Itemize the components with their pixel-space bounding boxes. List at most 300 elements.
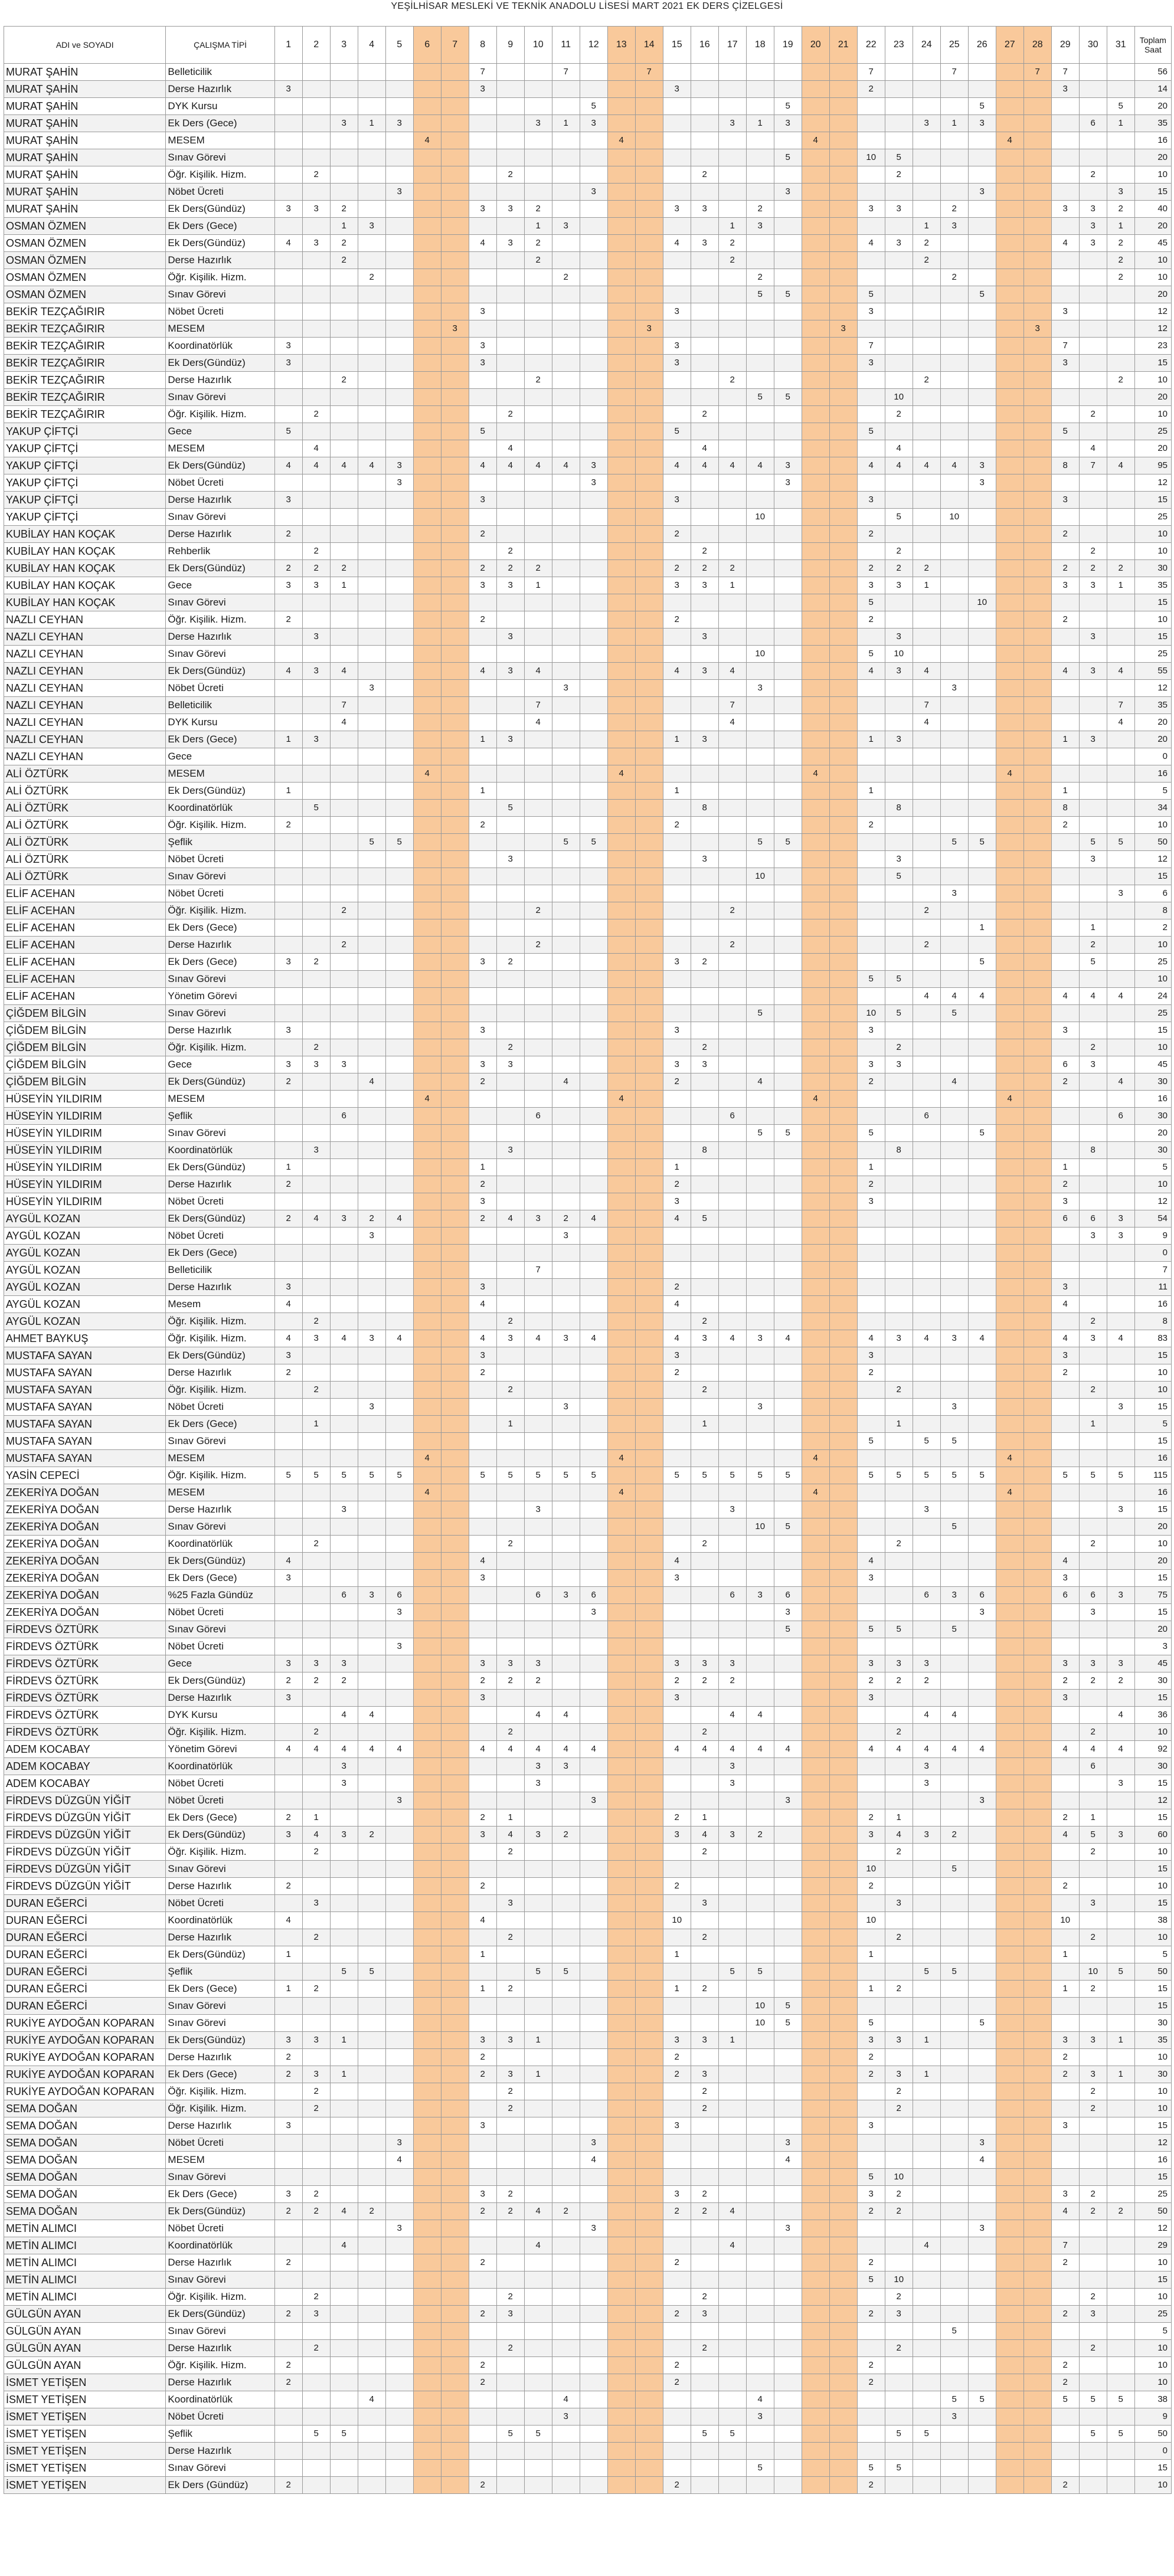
day-cell	[413, 1245, 441, 1262]
day-cell	[413, 2391, 441, 2408]
day-cell	[940, 2169, 968, 2186]
day-cell: 3	[774, 457, 802, 474]
day-cell	[441, 1587, 469, 1604]
day-cell: 10	[746, 509, 774, 526]
day-cell	[1079, 509, 1107, 526]
day-cell	[802, 1039, 829, 1056]
day-cell	[413, 1142, 441, 1159]
day-cell	[1107, 286, 1134, 303]
day-cell	[413, 338, 441, 355]
day-cell	[802, 1672, 829, 1690]
day-cell	[996, 1159, 1023, 1176]
day-cell	[552, 1775, 580, 1792]
day-cell	[330, 286, 358, 303]
day-cell	[885, 1604, 913, 1621]
work-type: Ek Ders (Gece)	[166, 954, 274, 971]
day-cell	[552, 748, 580, 765]
day-cell	[385, 1450, 413, 1467]
day-cell	[857, 1142, 885, 1159]
day-cell: 5	[580, 98, 607, 115]
day-cell	[996, 2306, 1023, 2323]
day-cell	[857, 1210, 885, 1228]
day-cell	[1023, 1758, 1051, 1775]
day-cell	[746, 2289, 774, 2306]
day-cell	[552, 1553, 580, 1570]
day-cell	[302, 937, 330, 954]
day-cell	[691, 1347, 718, 1364]
day-cell	[441, 64, 469, 81]
day-cell	[802, 1193, 829, 1210]
day-cell: 4	[718, 457, 746, 474]
day-cell	[1023, 1467, 1051, 1484]
day-cell	[829, 1193, 857, 1210]
day-cell: 2	[885, 543, 913, 560]
day-cell: 3	[940, 680, 968, 697]
work-type: Nöbet Ücreti	[166, 474, 274, 492]
day-cell	[1051, 474, 1079, 492]
day-cell	[885, 817, 913, 834]
day-cell	[358, 2271, 385, 2289]
table-row	[4, 406, 1172, 423]
day-cell	[607, 714, 635, 731]
day-cell	[358, 1792, 385, 1809]
day-cell	[718, 868, 746, 885]
day-cell	[385, 2477, 413, 2494]
day-cell	[691, 783, 718, 800]
day-cell	[996, 98, 1023, 115]
day-cell	[1079, 1005, 1107, 1022]
day-cell	[552, 389, 580, 406]
work-type: Derse Hazırlık	[166, 1501, 274, 1518]
day-cell	[635, 851, 663, 868]
day-cell	[635, 543, 663, 560]
day-cell	[580, 235, 607, 252]
table-row	[4, 971, 1172, 988]
day-cell	[607, 731, 635, 748]
day-cell	[968, 1108, 996, 1125]
day-cell	[385, 663, 413, 680]
day-cell	[413, 2203, 441, 2220]
teacher-name: MUSTAFA SAYAN	[4, 1399, 166, 1416]
total-hours: 10	[1134, 937, 1171, 954]
day-cell	[718, 1809, 746, 1827]
table-row	[4, 1108, 1172, 1125]
table-row	[4, 1296, 1172, 1313]
day-cell	[802, 1981, 829, 1998]
day-cell	[718, 2169, 746, 2186]
day-cell	[635, 1364, 663, 1382]
day-cell	[968, 2237, 996, 2254]
day-cell	[607, 286, 635, 303]
day-cell	[1107, 937, 1134, 954]
day-cell: 4	[940, 457, 968, 474]
day-cell	[302, 2254, 330, 2271]
day-cell	[330, 1245, 358, 1262]
day-cell	[774, 783, 802, 800]
day-cell	[857, 1604, 885, 1621]
day-cell	[885, 1125, 913, 1142]
day-cell	[1023, 1416, 1051, 1433]
day-cell: 5	[718, 2426, 746, 2443]
day-cell: 3	[940, 1330, 968, 1347]
day-cell	[358, 1142, 385, 1159]
total-hours: 25	[1134, 1005, 1171, 1022]
day-cell	[274, 2015, 302, 2032]
day-cell	[1107, 1416, 1134, 1433]
day-cell	[802, 1536, 829, 1553]
day-cell	[274, 2169, 302, 2186]
day-cell	[1023, 1655, 1051, 1672]
work-type: Sınav Görevi	[166, 1861, 274, 1878]
day-cell	[385, 1536, 413, 1553]
table-row	[4, 783, 1172, 800]
day-cell	[746, 252, 774, 269]
day-cell	[940, 338, 968, 355]
day-cell: 4	[552, 1707, 580, 1724]
day-cell	[1079, 389, 1107, 406]
day-cell: 3	[774, 2135, 802, 2152]
day-cell: 3	[496, 731, 524, 748]
table-row	[4, 1570, 1172, 1587]
day-cell: 2	[885, 1536, 913, 1553]
day-cell	[857, 474, 885, 492]
day-cell: 4	[802, 1450, 829, 1467]
header-day-16: 16	[691, 27, 718, 64]
day-cell: 2	[691, 954, 718, 971]
day-cell	[746, 2443, 774, 2460]
day-cell	[413, 1809, 441, 1827]
day-cell	[607, 1228, 635, 1245]
day-cell: 4	[524, 663, 552, 680]
day-cell	[580, 2357, 607, 2374]
day-cell	[857, 1484, 885, 1501]
day-cell: 8	[1051, 457, 1079, 474]
header-day-13: 13	[607, 27, 635, 64]
day-cell	[1023, 2271, 1051, 2289]
day-cell	[968, 1399, 996, 1416]
day-cell	[607, 235, 635, 252]
day-cell	[441, 1279, 469, 1296]
day-cell	[441, 1039, 469, 1056]
day-cell	[774, 1159, 802, 1176]
day-cell	[940, 1946, 968, 1963]
work-type: Sınav Görevi	[166, 1998, 274, 2015]
day-cell	[302, 355, 330, 372]
day-cell: 3	[1107, 1655, 1134, 1672]
day-cell	[718, 1844, 746, 1861]
day-cell	[996, 1827, 1023, 1844]
day-cell	[358, 2169, 385, 2186]
day-cell	[441, 646, 469, 663]
day-cell: 3	[552, 1399, 580, 1416]
day-cell: 3	[885, 1895, 913, 1912]
day-cell	[1023, 1604, 1051, 1621]
day-cell: 1	[524, 577, 552, 594]
day-cell: 2	[857, 2254, 885, 2271]
day-cell	[302, 1946, 330, 1963]
day-cell	[330, 2460, 358, 2477]
day-cell	[358, 1176, 385, 1193]
day-cell	[1107, 1484, 1134, 1501]
work-type: Ek Ders (Gece)	[166, 919, 274, 937]
total-hours: 16	[1134, 1091, 1171, 1108]
day-cell	[718, 2443, 746, 2460]
day-cell	[913, 269, 940, 286]
day-cell	[358, 2152, 385, 2169]
day-cell	[330, 509, 358, 526]
day-cell: 3	[1107, 1827, 1134, 1844]
table-row	[4, 1707, 1172, 1724]
day-cell	[274, 389, 302, 406]
day-cell	[718, 748, 746, 765]
day-cell	[746, 149, 774, 166]
day-cell	[691, 1262, 718, 1279]
day-cell: 2	[524, 1672, 552, 1690]
day-cell	[580, 286, 607, 303]
day-cell: 2	[1051, 1176, 1079, 1193]
day-cell	[635, 492, 663, 509]
work-type: Koordinatörlük	[166, 1912, 274, 1929]
day-cell: 5	[302, 2426, 330, 2443]
day-cell	[441, 714, 469, 731]
day-cell: 3	[1079, 1228, 1107, 1245]
day-cell	[913, 2443, 940, 2460]
day-cell	[774, 2289, 802, 2306]
day-cell	[1107, 2220, 1134, 2237]
day-cell	[358, 783, 385, 800]
day-cell: 3	[691, 731, 718, 748]
day-cell: 4	[968, 1330, 996, 1347]
day-cell	[635, 1330, 663, 1347]
day-cell	[524, 680, 552, 697]
day-cell: 3	[1051, 2186, 1079, 2203]
total-hours: 5	[1134, 1416, 1171, 1433]
day-cell	[441, 1672, 469, 1690]
day-cell	[1107, 1313, 1134, 1330]
day-cell: 3	[885, 1655, 913, 1672]
day-cell	[913, 2271, 940, 2289]
day-cell: 3	[829, 320, 857, 338]
day-cell: 4	[968, 1741, 996, 1758]
day-cell	[1107, 1296, 1134, 1313]
day-cell	[691, 2220, 718, 2237]
day-cell	[718, 269, 746, 286]
day-cell	[469, 115, 496, 132]
day-cell	[857, 2323, 885, 2340]
day-cell: 4	[302, 457, 330, 474]
day-cell	[1051, 184, 1079, 201]
header-day-27: 27	[996, 27, 1023, 64]
day-cell	[774, 988, 802, 1005]
day-cell	[635, 2271, 663, 2289]
day-cell	[829, 1073, 857, 1091]
day-cell: 3	[274, 492, 302, 509]
day-cell: 1	[1079, 1416, 1107, 1433]
day-cell: 3	[885, 235, 913, 252]
day-cell	[413, 1399, 441, 1416]
day-cell: 3	[718, 1758, 746, 1775]
day-cell	[746, 1228, 774, 1245]
day-cell	[802, 1364, 829, 1382]
day-cell	[330, 2186, 358, 2203]
day-cell	[774, 201, 802, 218]
day-cell	[691, 2049, 718, 2066]
teacher-name: MURAT ŞAHİN	[4, 149, 166, 166]
day-cell	[1023, 577, 1051, 594]
day-cell	[496, 1262, 524, 1279]
total-hours: 60	[1134, 1827, 1171, 1844]
teacher-name: HÜSEYİN YILDIRIM	[4, 1091, 166, 1108]
day-cell	[718, 1536, 746, 1553]
day-cell	[1023, 1296, 1051, 1313]
day-cell	[607, 748, 635, 765]
schedule-table	[4, 26, 1172, 2494]
day-cell	[1107, 2323, 1134, 2340]
day-cell	[774, 2186, 802, 2203]
day-cell: 4	[1051, 1553, 1079, 1570]
day-cell	[1107, 1553, 1134, 1570]
day-cell	[746, 372, 774, 389]
day-cell	[829, 81, 857, 98]
day-cell	[691, 372, 718, 389]
day-cell	[1051, 372, 1079, 389]
day-cell: 3	[274, 2186, 302, 2203]
day-cell: 3	[330, 1056, 358, 1073]
day-cell: 3	[469, 492, 496, 509]
work-type: Belleticilik	[166, 1262, 274, 1279]
day-cell	[274, 765, 302, 783]
day-cell: 4	[691, 440, 718, 457]
total-hours: 30	[1134, 1073, 1171, 1091]
day-cell	[1107, 166, 1134, 184]
day-cell: 3	[663, 201, 691, 218]
teacher-name: İSMET YETİŞEN	[4, 2374, 166, 2391]
day-cell	[1051, 765, 1079, 783]
day-cell	[330, 1091, 358, 1108]
day-cell	[968, 2066, 996, 2083]
day-cell	[552, 2357, 580, 2374]
day-cell	[1079, 714, 1107, 731]
day-cell: 3	[1107, 1228, 1134, 1245]
teacher-name: FİRDEVS ÖZTÜRK	[4, 1672, 166, 1690]
day-cell	[913, 1228, 940, 1245]
day-cell	[552, 440, 580, 457]
day-cell	[635, 423, 663, 440]
day-cell: 2	[1079, 1724, 1107, 1741]
day-cell	[358, 2100, 385, 2117]
day-cell: 5	[746, 2460, 774, 2477]
day-cell	[913, 868, 940, 885]
total-hours: 30	[1134, 1758, 1171, 1775]
day-cell	[358, 1193, 385, 1210]
day-cell	[940, 2117, 968, 2135]
day-cell: 4	[996, 1091, 1023, 1108]
day-cell	[302, 1125, 330, 1142]
day-cell: 2	[302, 543, 330, 560]
day-cell	[829, 577, 857, 594]
day-cell	[385, 1861, 413, 1878]
day-cell	[663, 64, 691, 81]
day-cell: 2	[663, 1878, 691, 1895]
day-cell	[580, 2391, 607, 2408]
day-cell	[1051, 2220, 1079, 2237]
day-cell: 1	[469, 1159, 496, 1176]
day-cell	[746, 714, 774, 731]
day-cell: 1	[885, 1809, 913, 1827]
day-cell	[1051, 680, 1079, 697]
day-cell	[968, 1245, 996, 1262]
day-cell	[968, 1022, 996, 1039]
day-cell	[580, 2015, 607, 2032]
day-cell: 3	[385, 115, 413, 132]
day-cell	[607, 1963, 635, 1981]
day-cell	[413, 611, 441, 629]
day-cell	[635, 252, 663, 269]
day-cell	[496, 1193, 524, 1210]
work-type: Koordinatörlük	[166, 2391, 274, 2408]
table-row	[4, 1518, 1172, 1536]
day-cell	[358, 286, 385, 303]
day-cell	[524, 2340, 552, 2357]
day-cell	[1107, 2340, 1134, 2357]
day-cell	[552, 1313, 580, 1330]
day-cell	[1051, 1758, 1079, 1775]
day-cell	[607, 629, 635, 646]
day-cell	[996, 783, 1023, 800]
day-cell	[580, 817, 607, 834]
day-cell: 7	[913, 697, 940, 714]
day-cell	[552, 1621, 580, 1638]
day-cell	[968, 1279, 996, 1296]
day-cell	[413, 2460, 441, 2477]
day-cell	[607, 2460, 635, 2477]
work-type: Rehberlik	[166, 543, 274, 560]
day-cell: 2	[1051, 1364, 1079, 1382]
work-type: Derse Hazırlık	[166, 2340, 274, 2357]
day-cell	[1079, 765, 1107, 783]
day-cell	[580, 2203, 607, 2220]
day-cell	[857, 1399, 885, 1416]
day-cell	[496, 1707, 524, 1724]
day-cell	[1051, 1518, 1079, 1536]
day-cell: 3	[857, 2186, 885, 2203]
day-cell	[691, 594, 718, 611]
day-cell	[996, 1536, 1023, 1553]
day-cell	[1051, 971, 1079, 988]
teacher-name: FİRDEVS ÖZTÜRK	[4, 1707, 166, 1724]
day-cell	[580, 919, 607, 937]
day-cell	[274, 303, 302, 320]
day-cell: 2	[857, 1809, 885, 1827]
day-cell	[469, 1998, 496, 2015]
day-cell	[552, 800, 580, 817]
day-cell: 2	[496, 1844, 524, 1861]
day-cell	[580, 269, 607, 286]
day-cell	[968, 1056, 996, 1073]
work-type: Şeflik	[166, 2426, 274, 2443]
day-cell	[635, 680, 663, 697]
day-cell: 10	[663, 1912, 691, 1929]
day-cell	[607, 1142, 635, 1159]
day-cell	[580, 971, 607, 988]
day-cell	[385, 2443, 413, 2460]
day-cell	[1107, 817, 1134, 834]
day-cell	[441, 1946, 469, 1963]
day-cell	[302, 98, 330, 115]
table-row	[4, 1536, 1172, 1553]
day-cell: 2	[1079, 543, 1107, 560]
day-cell	[580, 783, 607, 800]
